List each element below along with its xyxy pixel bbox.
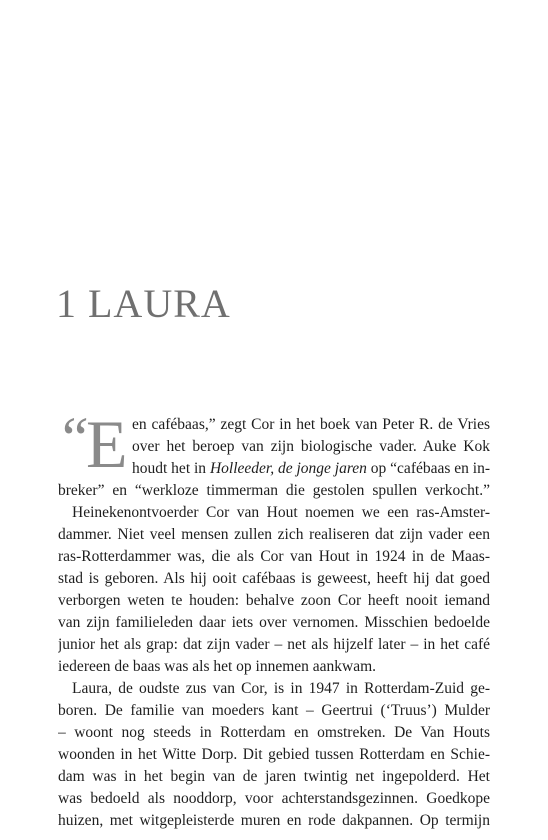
text-line: junior het als grap: dat zijn vader – net als hijzelf later – in het café — [58, 636, 490, 653]
dropcap-letter: E — [86, 406, 128, 482]
text-line: breker” en “werkloze timmerman die gestolen spullen verkocht.” — [58, 482, 490, 499]
text-line: ras-Rotterdammer was, die als Cor van Hout in 1924 in de Maas- — [58, 548, 490, 565]
text-line: stad is geboren. Als hij ooit cafébaas is geweest, heeft hij dat goed — [58, 570, 490, 587]
chapter-title: 1 LAURA — [56, 281, 231, 326]
text-line: dam was in het begin van de jaren twintig net ingepolderd. Het — [58, 768, 490, 785]
text-line: verborgen weten te houden: behalve zoon Cor heeft nooit iemand — [58, 592, 490, 609]
text-line: van zijn familieleden daar iets over vernomen. Misschien bedoelde — [58, 614, 490, 631]
text-line: dammer. Niet veel mensen zullen zich realiseren dat zijn vader een — [58, 526, 490, 543]
text-line — [132, 458, 490, 480]
text-line: over het beroep van zijn biologische vader. Auke Kok — [132, 438, 490, 455]
text-line: was bedoeld als nooddorp, voor achterstandsgezinnen. Goedkope — [58, 790, 490, 807]
text-segment: op “cafébaas en in- — [366, 460, 490, 477]
text-line: boren. De familie van moeders kant – Geertrui (‘Truus’) Mulder — [58, 702, 490, 719]
text-line: iedereen de baas was als het op innemen aankwam. — [58, 658, 377, 675]
text-line: huizen, met witgepleisterde muren en rode dakpannen. Op termijn — [58, 812, 490, 829]
dropcap-quote-mark: “ — [56, 405, 86, 471]
text-line: Laura, de oudste zus van Cor, is in 1947 in Rotterdam-Zuid ge- — [72, 680, 490, 697]
text-segment: houdt het in — [132, 460, 210, 477]
text-line: woonden in het Witte Dorp. Dit gebied tussen Rotterdam en Schie- — [58, 746, 490, 763]
text-line: Heinekenontvoerder Cor van Hout noemen we een ras-Amster- — [72, 504, 490, 521]
text-line: – woont nog steeds in Rotterdam en omstreken. De Van Houts — [58, 724, 490, 741]
text-line: en cafébaas,” zegt Cor in het boek van Peter R. de Vries — [132, 416, 490, 433]
book-title-italic: Holleeder, de jonge jaren — [209, 460, 367, 477]
